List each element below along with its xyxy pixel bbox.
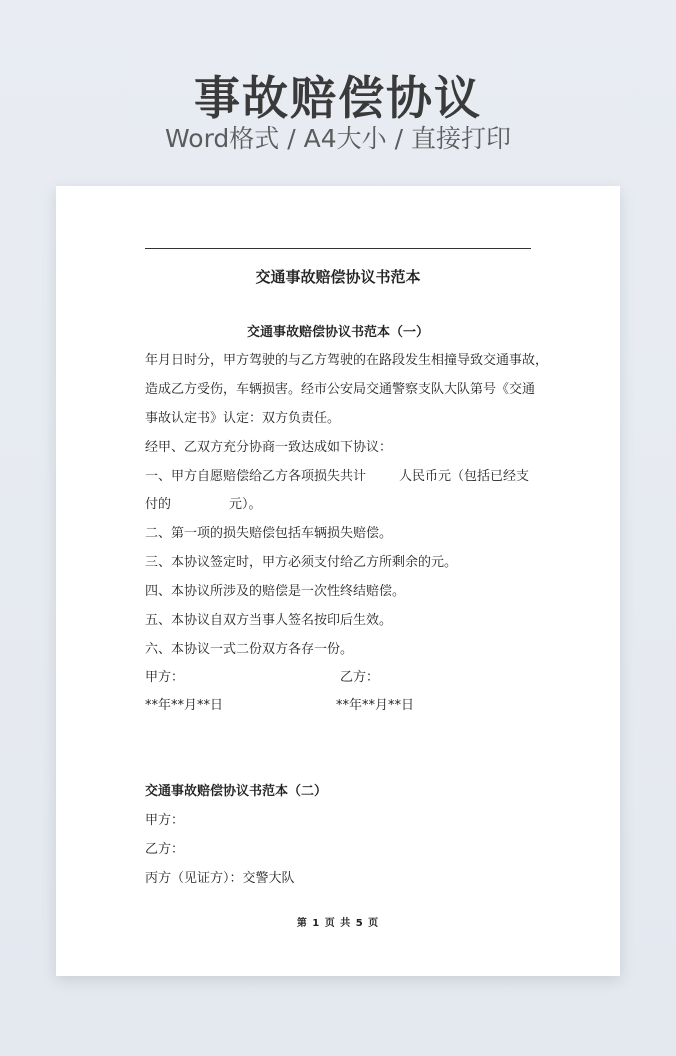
party-b-signature-label: 乙方： — [340, 670, 380, 685]
section2-party-a: 甲方： — [145, 813, 185, 828]
clause-1-part-b: 人民币元（包括已经支 — [399, 469, 530, 484]
header-rule — [145, 248, 531, 249]
banner-title: 事故赔偿协议 — [194, 71, 482, 125]
party-b-date: **年**月**日 — [336, 698, 415, 713]
clause-1-part-c: 付的 — [145, 497, 172, 512]
clause-item: 五、本协议自双方当事人签名按印后生效。 — [145, 613, 393, 628]
section2-party-b: 乙方： — [145, 842, 185, 857]
clause-item: 六、本协议一式二份双方各存一份。 — [145, 642, 354, 657]
page-footer: 第 1 页 共 5 页 — [296, 918, 380, 929]
section1-heading: 交通事故赔偿协议书范本（一） — [246, 325, 429, 340]
agreement-intro: 经甲、乙双方充分协商一致达成如下协议： — [145, 440, 393, 455]
party-a-signature-label: 甲方： — [145, 670, 185, 685]
banner-subtitle: Word格式 / A4大小 / 直接打印 — [165, 124, 511, 153]
paragraph-line: 造成乙方受伤，车辆损害。经市公安局交通警察支队大队第号《交通 — [145, 382, 536, 397]
clause-item: 三、本协议签定时，甲方必须支付给乙方所剩余的元。 — [145, 555, 458, 570]
clause-1-part-a: 一、甲方自愿赔偿给乙方各项损失共计 — [145, 469, 367, 484]
clause-item: 四、本协议所涉及的赔偿是一次性终结赔偿。 — [145, 584, 406, 599]
clause-1-part-d: 元）。 — [229, 497, 262, 512]
paragraph-line: 事故认定书》认定：双方负责任。 — [145, 411, 341, 426]
clause-item: 二、第一项的损失赔偿包括车辆损失赔偿。 — [145, 526, 393, 541]
section2-party-c: 丙方（见证方）：交警大队 — [145, 871, 295, 886]
document-page — [56, 186, 620, 976]
paragraph-line: 年月日时分，甲方驾驶的与乙方驾驶的在路段发生相撞导致交通事故， — [145, 353, 549, 368]
section2-heading: 交通事故赔偿协议书范本（二） — [145, 784, 328, 799]
document-title: 交通事故赔偿协议书范本 — [255, 268, 421, 286]
party-a-date: **年**月**日 — [145, 698, 224, 713]
